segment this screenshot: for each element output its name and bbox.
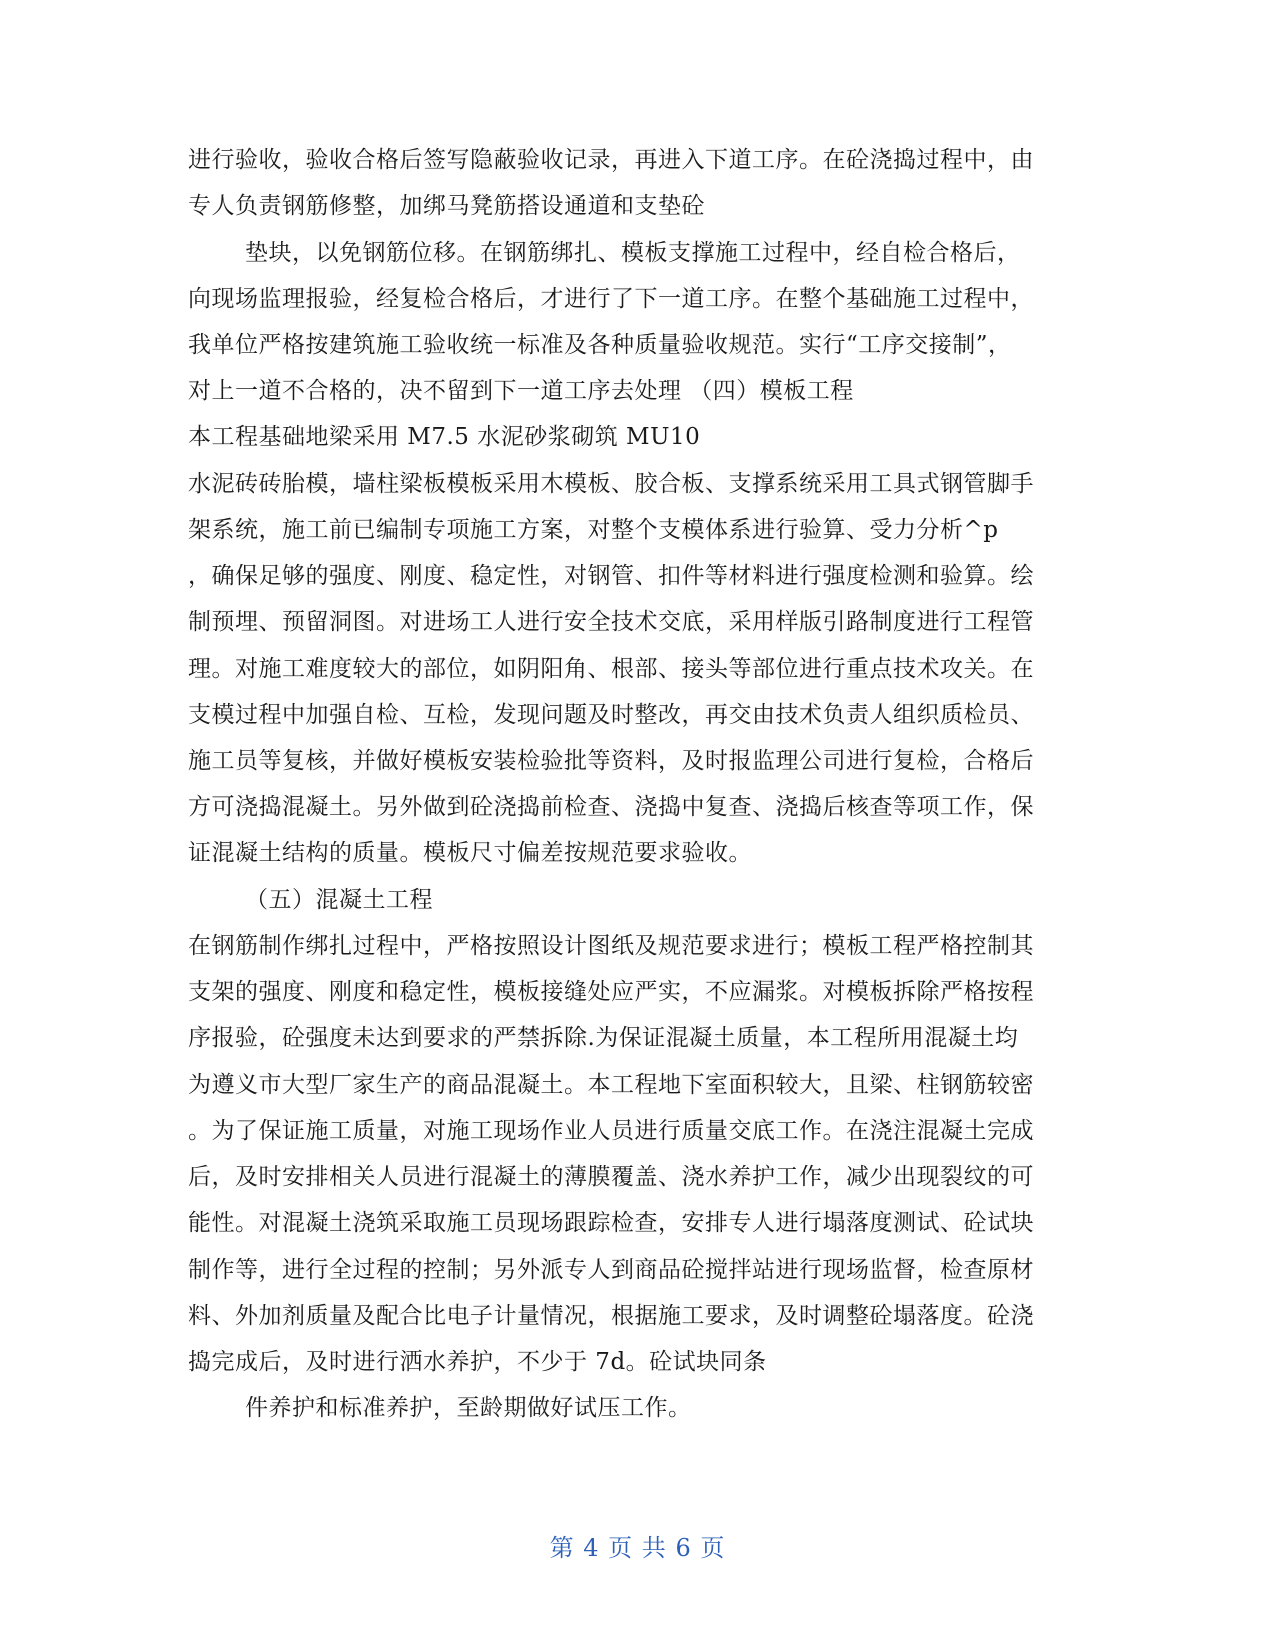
text-line: 垫块，以免钢筋位移。在钢筋绑扎、模板支撑施工过程中，经自检合格后， (245, 240, 1021, 266)
text-line: 后，及时安排相关人员进行混凝土的薄膜覆盖、浇水养护工作，减少出现裂纹的可 (188, 1164, 1034, 1190)
text-line: 料、外加剂质量及配合比电子计量情况，根据施工要求，及时调整砼塌落度。砼浇 (188, 1303, 1034, 1329)
text-line: 制作等，进行全过程的控制；另外派专人到商品砼搅拌站进行现场监督，检查原材 (188, 1257, 1034, 1283)
text-line: 支模过程中加强自检、互检，发现问题及时整改，再交由技术负责人组织质检员、 (188, 702, 1034, 728)
text-line: 对上一道不合格的，决不留到下一道工序去处理 （四）模板工程 (188, 378, 854, 404)
text-line: 专人负责钢筋修整，加绑马凳筋搭设通道和支垫砼 (188, 193, 705, 219)
text-line: 进行验收，验收合格后签写隐蔽验收记录，再进入下道工序。在砼浇捣过程中，由 (188, 147, 1034, 173)
page-number: 第 4 页 共 6 页 (549, 1534, 726, 1562)
text-line: 方可浇捣混凝土。另外做到砼浇捣前检查、浇捣中复查、浇捣后核查等项工作，保 (188, 794, 1034, 820)
text-line: 水泥砖砖胎模，墙柱梁板模板采用木模板、胶合板、支撑系统采用工具式钢管脚手 (188, 471, 1034, 497)
text-line: 证混凝土结构的质量。模板尺寸偏差按规范要求验收。 (188, 840, 752, 866)
text-line: 向现场监理报验，经复检合格后，才进行了下一道工序。在整个基础施工过程中， (188, 286, 1034, 312)
text-line: 件养护和标准养护，至龄期做好试压工作。 (245, 1395, 692, 1421)
text-line: 支架的强度、刚度和稳定性，模板接缝处应严实，不应漏浆。对模板拆除严格按程 (188, 979, 1034, 1005)
text-line: 捣完成后，及时进行洒水养护，不少于 7d。砼试块同条 (188, 1349, 767, 1375)
text-line: 序报验，砼强度未达到要求的严禁拆除.为保证混凝土质量，本工程所用混凝土均 (188, 1025, 1019, 1051)
text-line: 。为了保证施工质量，对施工现场作业人员进行质量交底工作。在浇注混凝土完成 (188, 1118, 1034, 1144)
text-line: 本工程基础地梁采用 M7.5 水泥砂浆砌筑 MU10 (188, 424, 701, 450)
text-line: 在钢筋制作绑扎过程中，严格按照设计图纸及规范要求进行；模板工程严格控制其 (188, 933, 1034, 959)
text-line: 为遵义市大型厂家生产的商品混凝土。本工程地下室面积较大，且梁、柱钢筋较密 (188, 1072, 1034, 1098)
text-line: ，确保足够的强度、刚度、稳定性，对钢管、扣件等材料进行强度检测和验算。绘 (188, 563, 1034, 589)
text-line: 我单位严格按建筑施工验收统一标准及各种质量验收规范。实行“工序交接制”， (188, 332, 1012, 358)
text-line: 理。对施工难度较大的部位，如阴阳角、根部、接头等部位进行重点技术攻关。在 (188, 656, 1034, 682)
text-line: 制预埋、预留洞图。对进场工人进行安全技术交底，采用样版引路制度进行工程管 (188, 609, 1034, 635)
text-line: 能性。对混凝土浇筑采取施工员现场跟踪检查，安排专人进行塌落度测试、砼试块 (188, 1210, 1034, 1236)
text-line: 架系统，施工前已编制专项施工方案，对整个支模体系进行验算、受力分析^p (188, 517, 999, 543)
text-line: 施工员等复核，并做好模板安装检验批等资料，及时报监理公司进行复检，合格后 (188, 748, 1034, 774)
section-heading: （五）混凝土工程 (245, 887, 433, 913)
